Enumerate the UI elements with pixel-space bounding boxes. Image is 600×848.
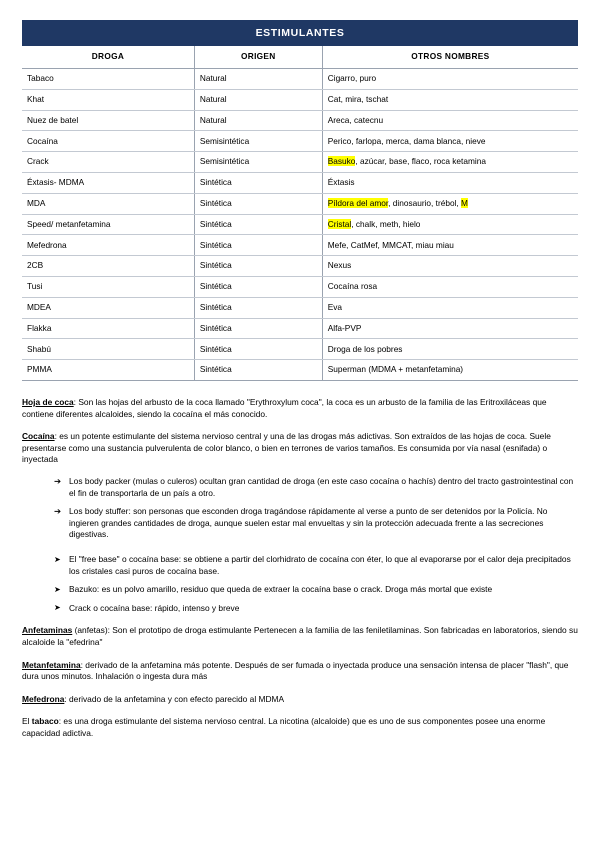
paragraph-methamphetamine	[22, 660, 578, 683]
table-title: ESTIMULANTES	[22, 20, 578, 46]
highlighted-text: Basuko	[327, 156, 356, 167]
cell-other-names	[322, 152, 578, 173]
table-row	[22, 110, 578, 131]
table-row	[22, 172, 578, 193]
column-header-other-names: OTROS NOMBRES	[322, 46, 578, 68]
column-header-drug: DROGA	[22, 46, 194, 68]
cell-drug: Nuez de batel	[22, 110, 194, 131]
cell-other-names: Cigarro, puro	[322, 68, 578, 89]
cell-other-names: Areca, catecnu	[322, 110, 578, 131]
cell-drug: PMMA	[22, 360, 194, 381]
cell-other-names: Droga de los pobres	[322, 339, 578, 360]
cell-origin: Sintética	[194, 256, 322, 277]
term-cocaine: Cocaína	[22, 431, 55, 442]
cell-origin: Natural	[194, 89, 322, 110]
text-cocaine: : es un potente estimulante del sistema nervioso central y una de las drogas más adictivas. Son extraídos de las hojas de coca. Suele presentarse como una sustancia pulverulenta de color blanco, o bien en terrones de varios tamaños. Es consumida por vía nasal (esnifada) o inyectada	[22, 431, 551, 465]
cell-other-names: Éxtasis	[322, 172, 578, 193]
cell-drug: Crack	[22, 152, 194, 173]
list-item: ➤ El "free base" o cocaína base: se obtiene a partir del clorhidrato de cocaína con éter, lo que al evaporarse por el calor deja precipitados los cristales casi puros de cocaína base.	[56, 554, 578, 577]
cell-origin: Sintética	[194, 297, 322, 318]
text-methamphetamine: : derivado de la anfetamina más potente. Después de ser fumada o inyectada produce una sensación intensa de placer "flash", que dura unos minutos. Inhalación o ingesta dura más	[22, 659, 569, 682]
table-row	[22, 360, 578, 381]
cell-other-names: Eva	[322, 297, 578, 318]
table-body	[22, 68, 578, 380]
table-row	[22, 68, 578, 89]
highlighted-text: Píldora del amor	[327, 197, 389, 208]
highlighted-text: Cristal	[327, 218, 352, 229]
table-row	[22, 214, 578, 235]
list-item: ➔ Los body packer (mulas o culeros) ocultan gran cantidad de droga (en este caso cocaína o hachís) dentro del tracto gastrointestinal con el fin de transportarla de un país a otro.	[56, 476, 578, 499]
cell-text: , dinosaurio, trébol,	[388, 197, 462, 208]
cell-other-names	[322, 214, 578, 235]
table-header	[22, 46, 578, 68]
cell-other-names: Perico, farlopa, merca, dama blanca, nieve	[322, 131, 578, 152]
text-amphetamines: (anfetas): Son el prototipo de droga estimulante Pertenecen a la familia de las feniletilaminas. Son fabricadas en laboratorios, siendo su alcaloide la "efedrina"	[22, 625, 578, 648]
cell-origin: Natural	[194, 68, 322, 89]
table-row	[22, 235, 578, 256]
cell-drug: Éxtasis- MDMA	[22, 172, 194, 193]
cell-origin: Sintética	[194, 235, 322, 256]
cell-other-names: Mefe, CatMef, MMCAT, miau miau	[322, 235, 578, 256]
list-item: ➔ Los body stuffer: son personas que esconden droga tragándose rápidamente al verse a punto de ser detenidos por la Policía. No ingieren grandes cantidades de droga, aunque suelen estar mal envueltas y sin la protección adecuada frente a las secreciones digestivas.	[56, 506, 578, 541]
cell-drug: MDA	[22, 193, 194, 214]
table-row	[22, 193, 578, 214]
list-cocaine-forms	[22, 554, 578, 614]
column-header-origin: ORIGEN	[194, 46, 322, 68]
table-row	[22, 131, 578, 152]
table-row	[22, 339, 578, 360]
cell-text: , azúcar, base, flaco, roca ketamina	[355, 156, 486, 167]
paragraph-amphetamines	[22, 625, 578, 648]
term-amphetamines: Anfetaminas	[22, 625, 73, 636]
paragraph-coca-leaf	[22, 397, 578, 420]
term-coca-leaf: Hoja de coca	[22, 397, 74, 408]
table-row	[22, 297, 578, 318]
text-coca-leaf: : Son las hojas del arbusto de la coca llamado "Erythroxylum coca", la coca es un arbusto de la familia de las Eritroxiláceas que contiene diferentes alcaloides, siendo la cocaína el más conocido.	[22, 397, 547, 419]
cell-drug: 2CB	[22, 256, 194, 277]
text-tobacco: : es una droga estimulante del sistema nervioso central. La nicotina (alcaloide) que es uno de sus componentes posee una enorme capacidad adictiva.	[22, 716, 546, 738]
term-tobacco: tabaco	[31, 716, 59, 727]
term-mephedrone: Mefedrona	[22, 693, 65, 704]
cell-drug: Tusi	[22, 277, 194, 298]
paragraph-cocaine	[22, 431, 578, 466]
paragraph-mephedrone	[22, 694, 578, 706]
list-body-carriers	[22, 476, 578, 541]
cell-drug: MDEA	[22, 297, 194, 318]
cell-drug: Cocaína	[22, 131, 194, 152]
cell-other-names: Cocaína rosa	[322, 277, 578, 298]
cell-text: , chalk, meth, hielo	[351, 218, 421, 229]
cell-origin: Sintética	[194, 193, 322, 214]
table-row	[22, 89, 578, 110]
cell-origin: Semisintética	[194, 152, 322, 173]
cell-origin: Sintética	[194, 318, 322, 339]
cell-drug: Tabaco	[22, 68, 194, 89]
cell-drug: Khat	[22, 89, 194, 110]
cell-other-names: Cat, mira, tschat	[322, 89, 578, 110]
cell-origin: Sintética	[194, 339, 322, 360]
cell-other-names: Nexus	[322, 256, 578, 277]
table-row	[22, 318, 578, 339]
cell-origin: Sintética	[194, 277, 322, 298]
cell-origin: Natural	[194, 110, 322, 131]
cell-origin: Semisintética	[194, 131, 322, 152]
cell-origin: Sintética	[194, 360, 322, 381]
stimulants-table	[22, 20, 578, 381]
table-row	[22, 256, 578, 277]
highlighted-text: M	[461, 197, 468, 208]
text-tobacco-prefix: El	[22, 716, 32, 727]
cell-drug: Speed/ metanfetamina	[22, 214, 194, 235]
term-methamphetamine: Metanfetamina	[22, 659, 81, 670]
cell-origin: Sintética	[194, 172, 322, 193]
cell-drug: Shabú	[22, 339, 194, 360]
cell-other-names: Alfa-PVP	[322, 318, 578, 339]
cell-other-names	[322, 193, 578, 214]
paragraph-tobacco	[22, 716, 578, 739]
list-item: ➤ Bazuko: es un polvo amarillo, residuo que queda de extraer la cocaína base o crack. Droga más mortal que existe	[56, 584, 578, 596]
cell-drug: Flakka	[22, 318, 194, 339]
list-item: ➤ Crack o cocaína base: rápido, intenso y breve	[56, 603, 578, 615]
table-header-row	[22, 46, 578, 68]
table-row	[22, 152, 578, 173]
cell-drug: Mefedrona	[22, 235, 194, 256]
table-row	[22, 277, 578, 298]
cell-other-names: Superman (MDMA + metanfetamina)	[322, 360, 578, 381]
cell-origin: Sintética	[194, 214, 322, 235]
text-mephedrone: : derivado de la anfetamina y con efecto parecido al MDMA	[64, 693, 285, 704]
